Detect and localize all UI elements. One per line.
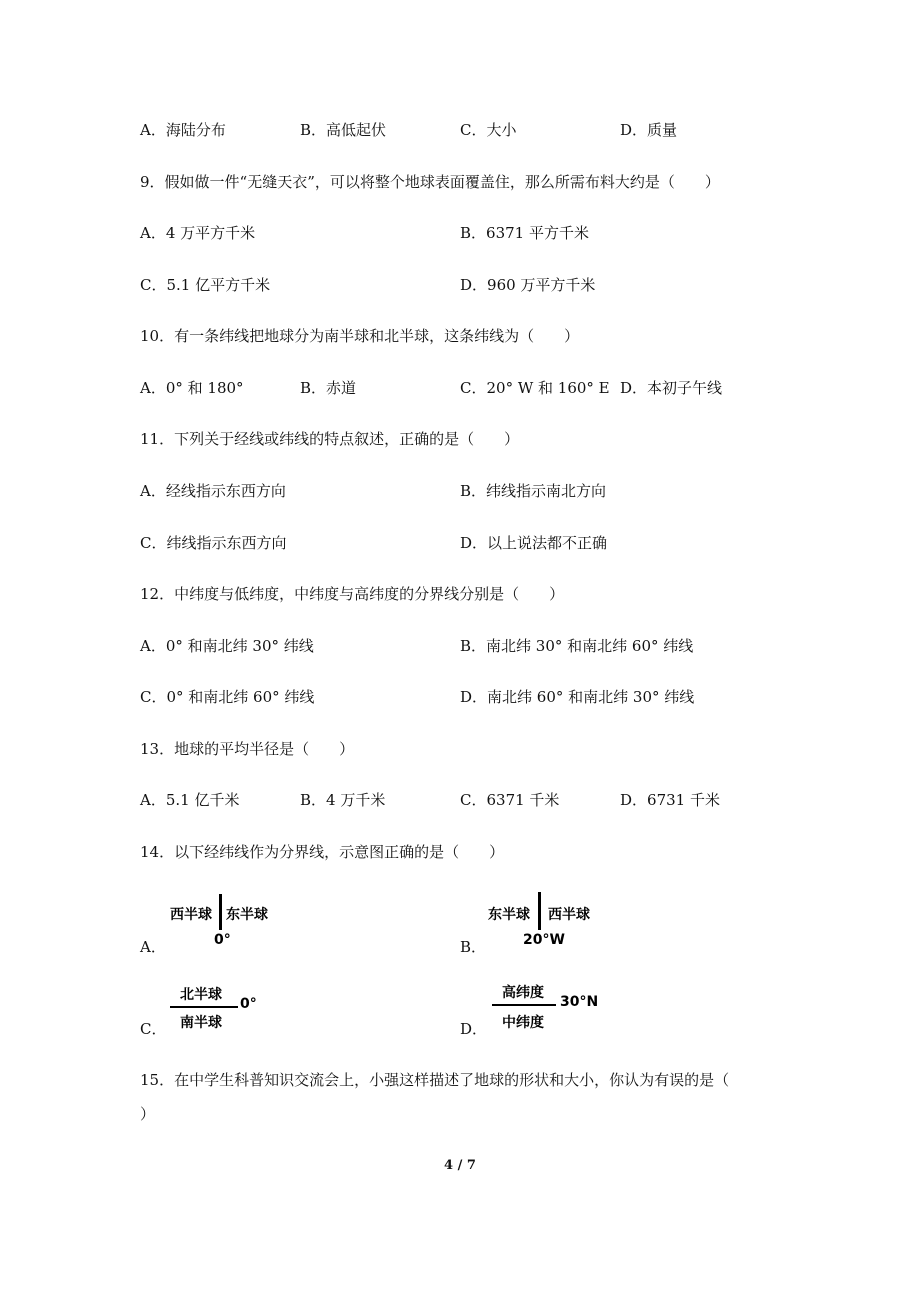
parallel-line bbox=[492, 1004, 556, 1006]
q13-option-c: C．6371 千米 bbox=[460, 791, 560, 809]
q10-option-d: D．本初子午线 bbox=[620, 379, 723, 397]
parallel-value: 30°N bbox=[560, 994, 599, 1010]
mid-latitude-label: 中纬度 bbox=[502, 1015, 544, 1031]
q9-option-a: A．4 万平方千米 bbox=[140, 224, 256, 242]
q10-option-b: B．赤道 bbox=[300, 379, 357, 397]
q8-option-b: B．高低起伏 bbox=[300, 121, 387, 139]
q13-option-b: B．4 万千米 bbox=[300, 791, 386, 809]
q14-stem: 14．以下经纬线作为分界线，示意图正确的是（ ） bbox=[140, 843, 505, 861]
meridian-value: 20°W bbox=[523, 932, 565, 948]
high-latitude-label: 高纬度 bbox=[502, 985, 544, 1001]
q11-option-d: D．以上说法都不正确 bbox=[460, 534, 608, 552]
q10-option-a: A．0° 和 180° bbox=[140, 379, 244, 397]
northern-hemisphere-label: 北半球 bbox=[180, 987, 222, 1003]
q11-stem: 11．下列关于经线或纬线的特点叙述，正确的是（ ） bbox=[140, 430, 520, 448]
q15-stem-continued: ） bbox=[140, 1105, 156, 1123]
q14-figure-b bbox=[486, 890, 616, 950]
meridian-line bbox=[219, 894, 222, 930]
q14-figure-c bbox=[168, 982, 268, 1034]
parallel-value: 0° bbox=[240, 996, 257, 1012]
meridian-value: 0° bbox=[214, 932, 231, 948]
southern-hemisphere-label: 南半球 bbox=[180, 1015, 222, 1031]
q12-option-b: B．南北纬 30° 和南北纬 60° 纬线 bbox=[460, 637, 694, 655]
q12-option-d: D．南北纬 60° 和南北纬 30° 纬线 bbox=[460, 688, 695, 706]
parallel-line bbox=[170, 1006, 238, 1008]
q14-figure-a bbox=[168, 890, 288, 950]
q13-option-a: A．5.1 亿千米 bbox=[140, 791, 240, 809]
q8-option-c: C．大小 bbox=[460, 121, 517, 139]
q14-option-b-label: B． bbox=[460, 938, 487, 956]
q13-stem: 13．地球的平均半径是（ ） bbox=[140, 740, 355, 758]
q15-stem: 15．在中学生科普知识交流会上，小强这样描述了地球的形状和大小，你认为有误的是（ bbox=[140, 1071, 730, 1089]
q14-option-d-label: D． bbox=[460, 1020, 488, 1038]
western-hemisphere-label: 西半球 bbox=[170, 907, 212, 923]
q9-stem: 9．假如做一件“无缝天衣”，可以将整个地球表面覆盖住，那么所需布料大约是（ ） bbox=[140, 173, 720, 191]
q14-option-c-label: C． bbox=[140, 1020, 167, 1038]
q12-option-c: C．0° 和南北纬 60° 纬线 bbox=[140, 688, 315, 706]
q10-option-c: C．20° W 和 160° E bbox=[460, 379, 610, 397]
q13-option-d: D．6731 千米 bbox=[620, 791, 720, 809]
q11-option-a: A．经线指示东西方向 bbox=[140, 482, 286, 500]
q12-stem: 12．中纬度与低纬度，中纬度与高纬度的分界线分别是（ ） bbox=[140, 585, 565, 603]
q9-option-c: C．5.1 亿平方千米 bbox=[140, 276, 271, 294]
q9-option-b: B．6371 平方千米 bbox=[460, 224, 589, 242]
q8-option-d: D．质量 bbox=[620, 121, 678, 139]
meridian-line bbox=[538, 892, 541, 930]
page-number: 4 / 7 bbox=[444, 1158, 476, 1173]
eastern-hemisphere-label: 东半球 bbox=[488, 907, 530, 923]
q11-option-c: C．纬线指示东西方向 bbox=[140, 534, 287, 552]
q8-option-a: A．海陆分布 bbox=[140, 121, 226, 139]
q12-option-a: A．0° 和南北纬 30° 纬线 bbox=[140, 637, 314, 655]
western-hemisphere-label: 西半球 bbox=[548, 907, 590, 923]
q14-option-a-label: A． bbox=[140, 938, 166, 956]
q10-stem: 10．有一条纬线把地球分为南半球和北半球，这条纬线为（ ） bbox=[140, 327, 580, 345]
q14-figure-d bbox=[488, 982, 618, 1034]
q11-option-b: B．纬线指示南北方向 bbox=[460, 482, 607, 500]
eastern-hemisphere-label: 东半球 bbox=[226, 907, 268, 923]
q9-option-d: D．960 万平方千米 bbox=[460, 276, 596, 294]
